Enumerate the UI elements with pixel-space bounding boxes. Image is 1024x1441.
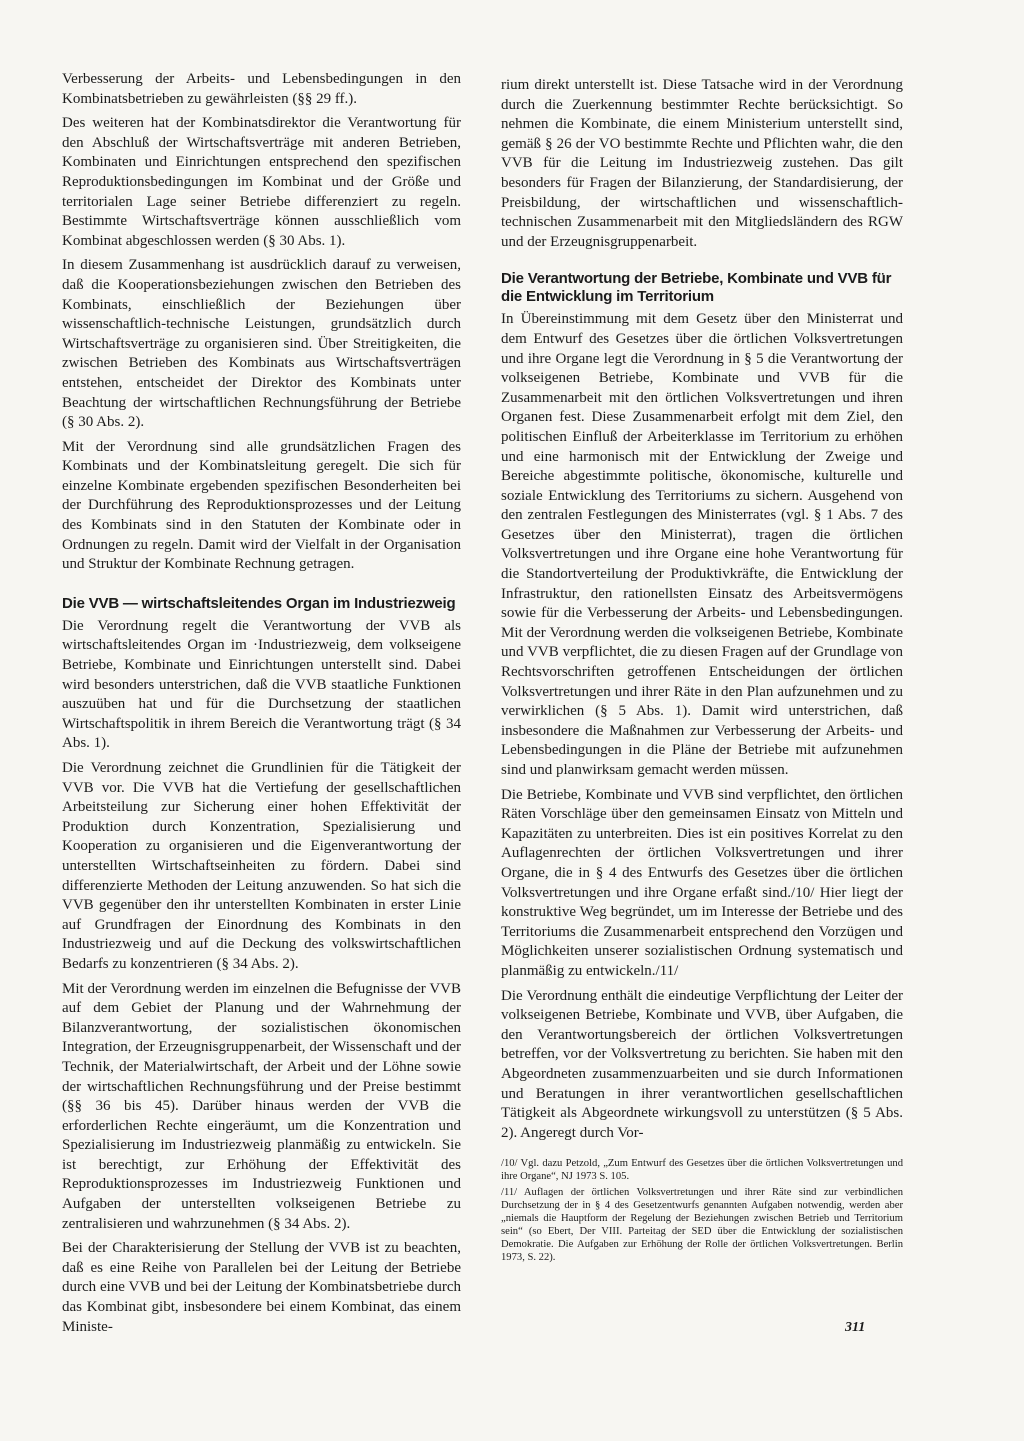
right-column <box>501 76 903 1267</box>
paragraph: Die Verordnung zeichnet die Grundlinien für die Tätigkeit der VVB vor. Die VVB hat die Vertiefung der gesellschaftlichen Arbeitsteilung zur Sicherung einer hohen Effektivität der Produktion durch Konzentration, Spezialisierung und Kooperation zu organisieren und die Eigenverantwortung der unterstellten Wirtschaftseinheiten zu fördern. Dabei sind differenzierte Methoden der Leitung anzuwenden. So hat sich die VVB gegenüber den ihr unterstellten Kombinaten in erster Linie auf Grundfragen der Einordnung des Kombinats in den Industriezweig und auf die Deckung des volkswirtschaftlichen Bedarfs zu konzentrieren (§ 34 Abs. 2). <box>62 760 461 972</box>
section-heading-territorium: Die Verantwortung der Betriebe, Kombinate und VVB für die Entwicklung im Territorium <box>501 270 892 306</box>
paragraph: rium direkt unterstellt ist. Diese Tatsache wird in der Verordnung durch die Zuerkennung bestimmter Rechte berücksichtigt. So nehmen die Kombinate, die einem Ministerium unterstellt sind, gemäß § 26 der VO bestimmte Rechte und Pflichten wahr, die den VVB für die Leitung im Industriezweig zustehen. Das gilt besonders für Fragen der Bilanzierung, der Standardisierung, der Preisbildung, der wirtschaftlichen und wissenschaftlich-technischen Zusammenarbeit mit den Mitgliedsländern des RGW und der Erzeugnisgruppenarbeit. <box>501 77 903 250</box>
paragraph: In Übereinstimmung mit dem Gesetz über den Ministerrat und dem Entwurf des Gesetzes über die örtlichen Volksvertretungen und ihre Organe legt die Verordnung in § 5 die Verantwortung der volkseigenen Betriebe, Kombinate und VVB für die Zusammenarbeit mit den örtlichen Volksvertretungen und ihren Organen fest. Diese Zusammenarbeit erfolgt mit dem Ziel, den politischen Einfluß der Arbeiterklasse im Territorium zu erhöhen und eine harmonisch mit der Entwicklung der Zweige und Bereiche abgestimmte politische, ökonomische, kulturelle und soziale Entwicklung des Territoriums zu sichern. Ausgehend von den zentralen Festlegungen des Ministerrates (vgl. § 1 Abs. 7 des Gesetzes über den Ministerrat), tragen die örtlichen Volksvertretungen und ihre Organe eine hohe Verantwortung für die Standortverteilung der Produktivkräfte, die Entwicklung der Infrastruktur, den rationellsten Einsatz des Arbeitsvermögens sowie für die Verbesserung der Arbeits- und Lebensbedingungen. Mit der Verordnung werden die volkseigenen Betriebe, Kombinate und VVB verpflichtet, die zu diesen Fragen auf der Grundlage von Rechtsvorschriften getroffenen Entscheidungen der örtlichen Volksvertretungen und ihrer Räte in den Plan aufzunehmen und zu verwirklichen (§ 5 Abs. 1). Damit wird unterstrichen, daß insbesondere die Maßnahmen zur Verbesserung der Arbeits- und Lebensbedingungen in die Pläne der Betriebe mit aufzunehmen sind und planwirksam gemacht werden müssen. <box>501 311 903 778</box>
paragraph: Die Betriebe, Kombinate und VVB sind verpflichtet, den örtlichen Räten Vorschläge über den gemeinsamen Einsatz von Mitteln und Kapazitäten zu unterbreiten. Dies ist ein positives Korrelat zu den Auflagenrechten der örtlichen Volksvertretungen und ihrer Organe, die in § 4 des Entwurfs des Gesetzes über die örtlichen Volksvertretungen und ihre Organe erfaßt sind./10/ Hier liegt der konstruktive Weg begründet, um im Interesse der Betriebe und des Territoriums die Zusammenarbeit entsprechend den Vorzügen und Möglichkeiten unserer sozialistischen Ordnung systematisch und planmäßig zu entwickeln./11/ <box>501 786 903 979</box>
paragraph: Die Verordnung enthält die eindeutige Verpflichtung der Leiter der volkseigenen Betriebe, Kombinate und VVB, über Aufgaben, die den Verantwortungsbereich der örtlichen Volksvertretungen betreffen, vor der Volksvertretung zu berichten. Sie haben mit den Abgeordneten zusammenzuarbeiten und sie durch Informationen und Beratungen in ihrer verantwortlichen gesellschaftlichen Tätigkeit als Abgeordnete wirkungsvoll zu unterstützen (§ 5 Abs. 2). Angeregt durch Vor- <box>501 987 903 1141</box>
footnotes <box>501 1157 903 1264</box>
paragraph: Mit der Verordnung werden im einzelnen die Befugnisse der VVB auf dem Gebiet der Planung und der Wahrnehmung der Bilanzverantwortung, der sozialistischen ökonomischen Integration, der Erzeugnisgruppenarbeit, der Wissenschaft und der Technik, der Materialwirtschaft, der Arbeit und der Löhne sowie der wirtschaftlichen Rechnungsführung und der Preise bestimmt (§§ 36 bis 45). Darüber hinaus werden der VVB die erforderlichen Rechte eingeräumt, um die Konzentration und Spezialisierung im Industriezweig planmäßig zu entwickeln. Sie ist berechtigt, zur Erhöhung der Effektivität des Reproduktionsprozesses im Industriezweig Funktionen und Aufgaben der unterstellten volkseigenen Betriebe zu zentralisieren und wahrzunehmen (§ 34 Abs. 2). <box>62 980 461 1232</box>
paragraph: Die Verordnung regelt die Verantwortung der VVB als wirtschaftsleitendes Organ im ·Industriezweig, dem volkseigene Betriebe, Kombinate und Einrichtungen unterstellt sind. Dabei wird besonders unterstrichen, daß die VVB staatliche Funktionen auszuüben hat und für die Durchsetzung der staatlichen Wirtschaftspolitik in ihrem Bereich die Verantwortung trägt (§ 34 Abs. 1). <box>62 617 461 752</box>
left-column <box>62 70 461 1342</box>
footnote-10: /10/ Vgl. dazu Petzold, „Zum Entwurf des Gesetzes über die örtlichen Volksvertretungen und ihre Organe“, NJ 1973 S. 105. <box>501 1158 903 1183</box>
footnote-11: /11/ Auflagen der örtlichen Volksvertretungen und ihrer Räte sind zur verbindlichen Durchsetzung der in § 4 des Gesetzentwurfs genannten Aufgaben notwendig, werden aber „niemals die Hauptform der Regelung der Beziehungen zwischen Betrieb und Territorium sein“ (so Ebert, Der VIII. Parteitag der SED über die Entwicklung der sozialistischen Demokratie. Die Aufgaben zur Erhöhung der Rolle der örtlichen Volksvertretungen. Berlin 1973, S. 22). <box>501 1187 903 1264</box>
section-heading-vvb: Die VVB — wirtschaftsleitendes Organ im Industriezweig <box>62 594 456 612</box>
page-number: 311 <box>845 1320 866 1335</box>
paragraph: Bei der Charakterisierung der Stellung der VVB ist zu beachten, daß es eine Reihe von Parallelen bei der Leitung der Betriebe durch eine VVB und bei der Leitung der Kombinatsbetriebe durch das Kombinat gibt, insbesondere bei einem Kombinat, das einem Ministe- <box>62 1240 461 1335</box>
paragraph: In diesem Zusammenhang ist ausdrücklich darauf zu verweisen, daß die Kooperationsbeziehungen zwischen den Betrieben des Kombinats, einschließlich der Beziehungen über wissenschaftlich-technische Leistungen, grundsätzlich durch Wirtschaftsverträge zu organisieren sind. Über Streitigkeiten, die zwischen Betrieben des Kombinats aus Wirtschaftsverträgen entstehen, entscheidet der Direktor des Kombinats unter Beachtung der wirtschaftlichen Rechnungsführung der Betriebe (§ 30 Abs. 2). <box>62 257 461 431</box>
paragraph: Des weiteren hat der Kombinatsdirektor die Verantwortung für den Abschluß der Wirtschaftsverträge mit anderen Betrieben, Kombinaten und Einrichtungen entsprechend den spezifischen Reproduktionsbedingungen im Kombinat und der Größe und territorialen Lage seiner Betriebe differenziert zu regeln. Bestimmte Wirtschaftsverträge können ausschließlich vom Kombinat abgeschlossen werden (§ 30 Abs. 1). <box>62 115 461 249</box>
paragraph: Verbesserung der Arbeits- und Lebensbedingungen in den Kombinatsbetrieben zu gewährleisten (§§ 29 ff.). <box>62 71 461 107</box>
paragraph: Mit der Verordnung sind alle grundsätzlichen Fragen des Kombinats und der Kombinatsleitung geregelt. Die sich für einzelne Kombinate ergebenden spezifischen Besonderheiten bei der Durchführung des Reproduktionsprozesses und der Leitung des Kombinats sind in den Statuten der Kombinate oder in Ordnungen zu regeln. Damit wird der Vielfalt in der Organisation und Struktur der Kombinate Rechnung getragen. <box>62 438 461 573</box>
